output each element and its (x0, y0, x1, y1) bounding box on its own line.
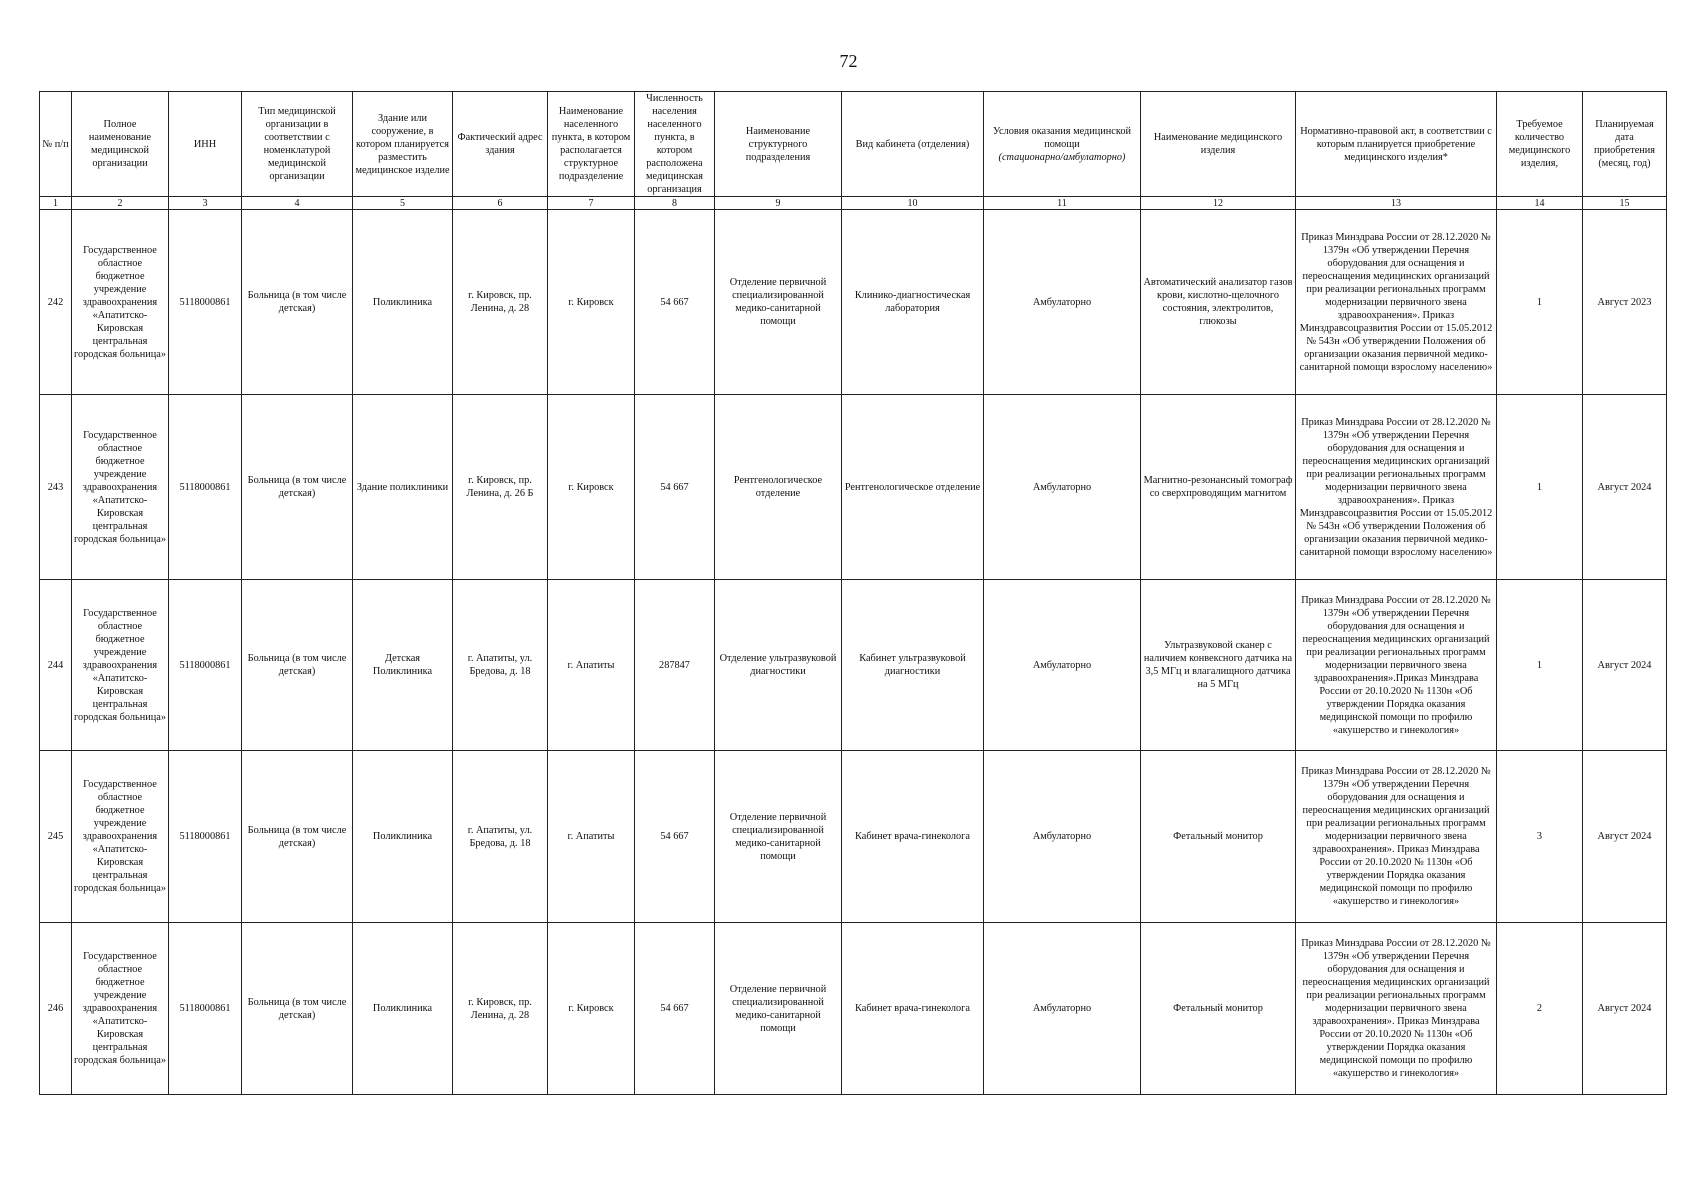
cell-address: г. Апатиты, ул. Бредова, д. 18 (453, 580, 548, 751)
header-cell: Фактический адрес здания (453, 92, 548, 197)
cell-type: Больница (в том числе детская) (242, 751, 353, 923)
cell-address: г. Апатиты, ул. Бредова, д. 18 (453, 751, 548, 923)
column-number: 2 (72, 197, 169, 210)
equipment-table (39, 91, 1667, 1095)
table-row (40, 923, 1667, 1095)
cell-act: Приказ Минздрава России от 28.12.2020 № 1379н «Об утверждении Перечня оборудования для оснащения и переоснащения медицинских организаций при реализации региональных программ модернизации первичного звена здравоохранения». Приказ Минздрава России от 20.10.2020 № 1130н «Об утверждении Порядка оказания медицинской помощи по профилю «акушерство и гинекология» (1296, 751, 1497, 923)
cell-act: Приказ Минздрава России от 28.12.2020 № 1379н «Об утверждении Перечня оборудования для оснащения и переоснащения медицинских организаций при реализации региональных программ модернизации первичного звена здравоохранения». Приказ Минздравсоцразвития России от 15.05.2012 № 543н «Об утверждении Положения об организации оказания первичной медико-санитарной помощи взрослому населению» (1296, 395, 1497, 580)
cell-conditions: Амбулаторно (984, 923, 1141, 1095)
cell-qty: 2 (1497, 923, 1583, 1095)
column-number: 4 (242, 197, 353, 210)
cell-cabinet: Кабинет ультразвуковой диагностики (842, 580, 984, 751)
cell-building: Здание поликлиники (353, 395, 453, 580)
cell-building: Поликлиника (353, 751, 453, 923)
table-row (40, 395, 1667, 580)
cell-act: Приказ Минздрава России от 28.12.2020 № 1379н «Об утверждении Перечня оборудования для оснащения и переоснащения медицинских организаций при реализации региональных программ модернизации первичного звена здравоохранения». Приказ Минздравсоцразвития России от 15.05.2012 № 543н «Об утверждении Положения об организации оказания первичной медико-санитарной помощи взрослому населению» (1296, 210, 1497, 395)
cell-device: Магнитно-резонансный томограф со сверхпроводящим магнитом (1141, 395, 1296, 580)
header-cell: Нормативно-правовой акт, в соответствии с которым планируется приобретение медицинского изделия* (1296, 92, 1497, 197)
header-cell: № п/п (40, 92, 72, 197)
cell-address: г. Кировск, пр. Ленина, д. 28 (453, 923, 548, 1095)
cell-unit: Рентгенологическое отделение (715, 395, 842, 580)
cell-date: Август 2024 (1583, 923, 1667, 1095)
cell-inn: 5118000861 (169, 395, 242, 580)
cell-building: Детская Поликлиника (353, 580, 453, 751)
cell-population: 287847 (635, 580, 715, 751)
page-number: 72 (839, 51, 858, 71)
column-number: 8 (635, 197, 715, 210)
column-number: 10 (842, 197, 984, 210)
cell-device: Ультразвуковой сканер с наличием конвексного датчика на 3,5 МГц и влагалищного датчика на 5 МГц (1141, 580, 1296, 751)
table-row (40, 751, 1667, 923)
cell-building: Поликлиника (353, 210, 453, 395)
cell-type: Больница (в том числе детская) (242, 395, 353, 580)
cell-qty: 1 (1497, 395, 1583, 580)
cell-population: 54 667 (635, 210, 715, 395)
column-number: 6 (453, 197, 548, 210)
header-cell: Полное наименование медицинской организации (72, 92, 169, 197)
cell-conditions: Амбулаторно (984, 751, 1141, 923)
column-number: 15 (1583, 197, 1667, 210)
cell-date: Август 2024 (1583, 580, 1667, 751)
header-cell: Здание или сооружение, в котором планируется разместить медицинское изделие (353, 92, 453, 197)
cell-conditions: Амбулаторно (984, 580, 1141, 751)
cell-population: 54 667 (635, 923, 715, 1095)
header-conditions-note: (стационарно/амбулаторно) (998, 151, 1126, 163)
cell-date: Август 2024 (1583, 395, 1667, 580)
cell-device: Автоматический анализатор газов крови, кислотно-щелочного состояния, электролитов, глюкозы (1141, 210, 1296, 395)
cell-type: Больница (в том числе детская) (242, 580, 353, 751)
cell-org: Государственное областное бюджетное учреждение здравоохранения «Апатитско-Кировская центральная городская больница» (72, 395, 169, 580)
column-number: 13 (1296, 197, 1497, 210)
cell-settlement: г. Кировск (548, 210, 635, 395)
column-number: 9 (715, 197, 842, 210)
header-cell: Наименование населенного пункта, в котором располагается структурное подразделение (548, 92, 635, 197)
cell-address: г. Кировск, пр. Ленина, д. 28 (453, 210, 548, 395)
header-cell: ИНН (169, 92, 242, 197)
cell-org: Государственное областное бюджетное учреждение здравоохранения «Апатитско-Кировская центральная городская больница» (72, 751, 169, 923)
column-number: 1 (40, 197, 72, 210)
cell-inn: 5118000861 (169, 923, 242, 1095)
header-cell: Требуемое количество медицинского изделия, (1497, 92, 1583, 197)
cell-inn: 5118000861 (169, 580, 242, 751)
header-cell: Тип медицинской организации в соответствии с номенклатурой медицинской организации (242, 92, 353, 197)
cell-type: Больница (в том числе детская) (242, 923, 353, 1095)
cell-device: Фетальный монитор (1141, 751, 1296, 923)
cell-num: 245 (40, 751, 72, 923)
column-number: 3 (169, 197, 242, 210)
cell-act: Приказ Минздрава России от 28.12.2020 № 1379н «Об утверждении Перечня оборудования для оснащения и переоснащения медицинских организаций при реализации региональных программ модернизации первичного звена здравоохранения». Приказ Минздрава России от 20.10.2020 № 1130н «Об утверждении Порядка оказания медицинской помощи по профилю «акушерство и гинекология» (1296, 923, 1497, 1095)
cell-population: 54 667 (635, 395, 715, 580)
header-cell: Наименование медицинского изделия (1141, 92, 1296, 197)
table-row (40, 210, 1667, 395)
cell-cabinet: Кабинет врача-гинеколога (842, 751, 984, 923)
cell-unit: Отделение первичной специализированной медико-санитарной помощи (715, 923, 842, 1095)
cell-device: Фетальный монитор (1141, 923, 1296, 1095)
cell-cabinet: Рентгенологическое отделение (842, 395, 984, 580)
cell-settlement: г. Апатиты (548, 751, 635, 923)
cell-type: Больница (в том числе детская) (242, 210, 353, 395)
cell-num: 242 (40, 210, 72, 395)
cell-org: Государственное областное бюджетное учреждение здравоохранения «Апатитско-Кировская центральная городская больница» (72, 923, 169, 1095)
column-number-row (40, 197, 1667, 210)
cell-num: 243 (40, 395, 72, 580)
cell-num: 244 (40, 580, 72, 751)
column-number: 7 (548, 197, 635, 210)
cell-act: Приказ Минздрава России от 28.12.2020 № 1379н «Об утверждении Перечня оборудования для оснащения и переоснащения медицинских организаций при реализации региональных программ модернизации первичного звена здравоохранения».Приказ Минздрава России от 20.10.2020 № 1130н «Об утверждении Порядка оказания медицинской помощи по профилю «акушерство и гинекология» (1296, 580, 1497, 751)
column-number: 14 (1497, 197, 1583, 210)
cell-settlement: г. Кировск (548, 395, 635, 580)
column-number: 5 (353, 197, 453, 210)
cell-org: Государственное областное бюджетное учреждение здравоохранения «Апатитско-Кировская центральная городская больница» (72, 580, 169, 751)
header-row (40, 92, 1667, 197)
cell-address: г. Кировск, пр. Ленина, д. 26 Б (453, 395, 548, 580)
cell-settlement: г. Апатиты (548, 580, 635, 751)
cell-date: Август 2024 (1583, 751, 1667, 923)
cell-date: Август 2023 (1583, 210, 1667, 395)
column-number: 11 (984, 197, 1141, 210)
cell-cabinet: Кабинет врача-гинеколога (842, 923, 984, 1095)
header-cell: Наименование структурного подразделения (715, 92, 842, 197)
header-cell: Численность населения населенного пункта, в котором расположена медицинская организация (635, 92, 715, 197)
cell-org: Государственное областное бюджетное учреждение здравоохранения «Апатитско-Кировская центральная городская больница» (72, 210, 169, 395)
column-number: 12 (1141, 197, 1296, 210)
cell-settlement: г. Кировск (548, 923, 635, 1095)
cell-unit: Отделение первичной специализированной медико-санитарной помощи (715, 751, 842, 923)
cell-qty: 1 (1497, 210, 1583, 395)
header-cell: Планируемая дата приобретения (месяц, год) (1583, 92, 1667, 197)
cell-inn: 5118000861 (169, 751, 242, 923)
cell-qty: 3 (1497, 751, 1583, 923)
cell-conditions: Амбулаторно (984, 395, 1141, 580)
header-conditions-label: Условия оказания медицинской помощи (992, 125, 1132, 150)
cell-building: Поликлиника (353, 923, 453, 1095)
cell-inn: 5118000861 (169, 210, 242, 395)
cell-conditions: Амбулаторно (984, 210, 1141, 395)
cell-unit: Отделение ультразвуковой диагностики (715, 580, 842, 751)
cell-qty: 1 (1497, 580, 1583, 751)
table-row (40, 580, 1667, 751)
cell-unit: Отделение первичной специализированной медико-санитарной помощи (715, 210, 842, 395)
cell-num: 246 (40, 923, 72, 1095)
cell-population: 54 667 (635, 751, 715, 923)
header-cell: Вид кабинета (отделения) (842, 92, 984, 197)
cell-cabinet: Клинико-диагностическая лаборатория (842, 210, 984, 395)
header-cell-conditions (984, 92, 1141, 197)
